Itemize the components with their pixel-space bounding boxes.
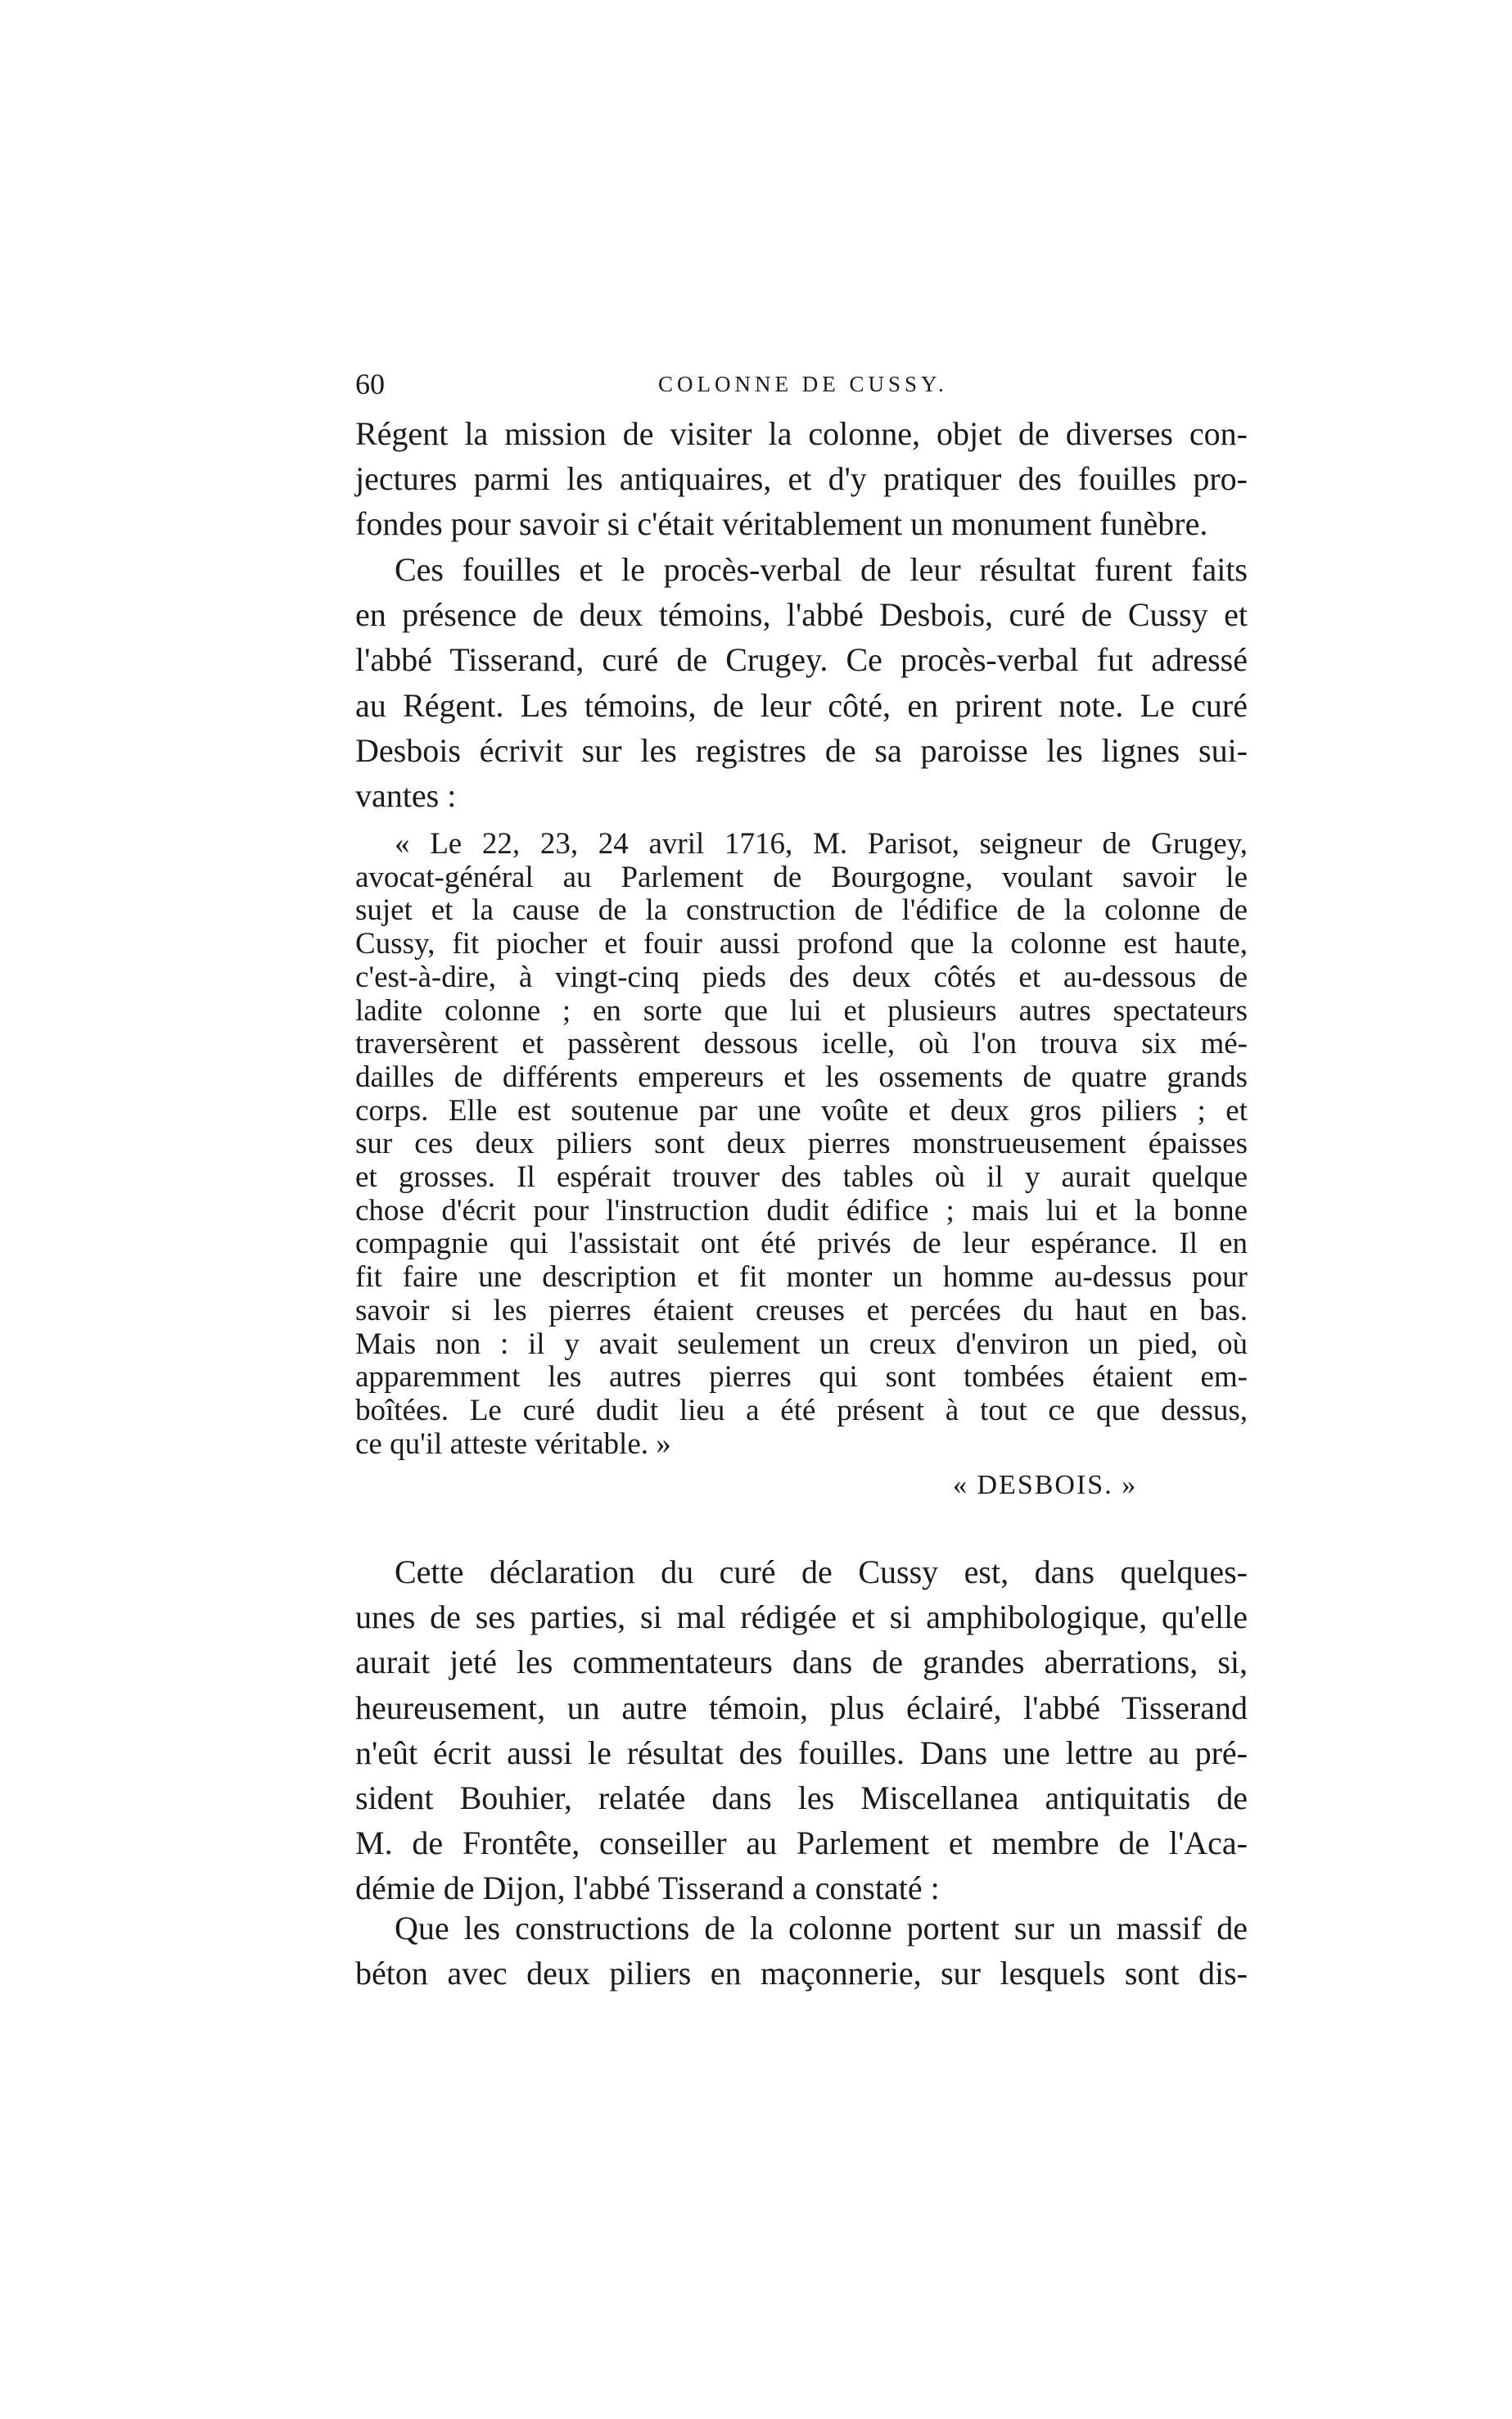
quote-line: Cussy, fit piocher et fouir aussi profond que la colonne est haute, — [355, 927, 1248, 961]
quote-line: boîtées. Le curé dudit lieu a été présent à tout ce que dessus, — [355, 1393, 1248, 1427]
text-line: béton avec deux piliers en maçonnerie, sur lesquels sont dis- — [355, 1955, 1248, 1992]
text-line: Régent la mission de visiter la colonne, objet de diverses con- — [355, 415, 1248, 452]
quote-line: c'est-à-dire, à vingt-cinq pieds des deux côtés et au-dessous de — [355, 960, 1248, 994]
paragraph-1 — [355, 411, 1248, 547]
quoted-register-entry — [355, 828, 1248, 1461]
quote-line: savoir si les pierres étaient creuses et percées du haut en bas. — [355, 1293, 1248, 1327]
quote-line: apparemment les autres pierres qui sont tombées étaient em- — [355, 1360, 1248, 1395]
paragraph-3 — [355, 1549, 1248, 1911]
quote-line: corps. Elle est soutenue par une voûte et deux gros piliers ; et — [355, 1093, 1248, 1128]
quote-line: sur ces deux piliers sont deux pierres monstrueusement épaisses — [355, 1127, 1248, 1161]
quote-line: fit faire une description et fit monter un homme au-dessus pour — [355, 1260, 1248, 1295]
text-line: sident Bouhier, relatée dans les Miscellanea antiquitatis de — [355, 1779, 1248, 1817]
text-line: fondes pour savoir si c'était véritablement un monument funèbre. — [355, 505, 1208, 543]
signature-text: « DESBOIS. » — [953, 1470, 1138, 1500]
running-title: COLONNE DE CUSSY. — [658, 372, 948, 396]
text-line: heureusement, un autre témoin, plus éclairé, l'abbé Tisserand — [355, 1689, 1248, 1726]
signature-desbois — [953, 1470, 1137, 1501]
text-line: aurait jeté les commentateurs dans de grandes aberrations, si, — [355, 1644, 1248, 1681]
quote-line: Mais non : il y avait seulement un creux d'environ un pied, où — [355, 1327, 1248, 1361]
text-line: au Régent. Les témoins, de leur côté, en prirent note. Le curé — [355, 686, 1248, 724]
quote-line: ladite colonne ; en sorte que lui et plusieurs autres spectateurs — [355, 993, 1248, 1028]
quote-line: « Le 22, 23, 24 avril 1716, M. Parisot, seigneur de Grugey, — [395, 827, 1248, 861]
text-line: n'eût écrit aussi le résultat des fouilles. Dans une lettre au pré- — [355, 1734, 1248, 1771]
quote-line: chose d'écrit pour l'instruction dudit édifice ; mais lui et la bonne — [355, 1193, 1248, 1228]
text-line: M. de Frontête, conseiller au Parlement et membre de l'Aca- — [355, 1824, 1248, 1862]
text-line: Que les constructions de la colonne portent sur un massif de — [395, 1910, 1248, 1947]
text-line: Cette déclaration du curé de Cussy est, dans quelques- — [395, 1553, 1248, 1590]
text-line: démie de Dijon, l'abbé Tisserand a constaté : — [355, 1870, 940, 1907]
quote-line: sujet et la cause de la construction de l'édifice de la colonne de — [355, 893, 1248, 928]
paragraph-2 — [355, 547, 1248, 818]
quote-line: ce qu'il atteste véritable. » — [355, 1427, 671, 1461]
quote-line: traversèrent et passèrent dessous icelle, où l'on trouva six mé- — [355, 1027, 1248, 1061]
quote-line: avocat-général au Parlement de Bourgogne, voulant savoir le — [355, 860, 1248, 894]
paragraph-4 — [355, 1906, 1248, 1996]
page-header — [355, 367, 1248, 408]
quote-line: dailles de différents empereurs et les ossements de quatre grands — [355, 1060, 1248, 1094]
text-line: jectures parmi les antiquaires, et d'y pratiquer des fouilles pro- — [355, 460, 1248, 498]
quote-line: compagnie qui l'assistait ont été privés de leur espérance. Il en — [355, 1227, 1248, 1261]
text-line: Ces fouilles et le procès-verbal de leur résultat furent faits — [395, 551, 1248, 588]
page-number: 60 — [355, 368, 385, 400]
text-line: Desbois écrivit sur les registres de sa paroisse les lignes sui- — [355, 731, 1248, 769]
text-line: vantes : — [355, 777, 457, 815]
text-line: en présence de deux témoins, l'abbé Desbois, curé de Cussy et — [355, 596, 1248, 634]
quote-line: et grosses. Il espérait trouver des tables où il y aurait quelque — [355, 1160, 1248, 1195]
text-line: unes de ses parties, si mal rédigée et si amphibologique, qu'elle — [355, 1598, 1248, 1636]
text-line: l'abbé Tisserand, curé de Crugey. Ce procès-verbal fut adressé — [355, 641, 1248, 679]
